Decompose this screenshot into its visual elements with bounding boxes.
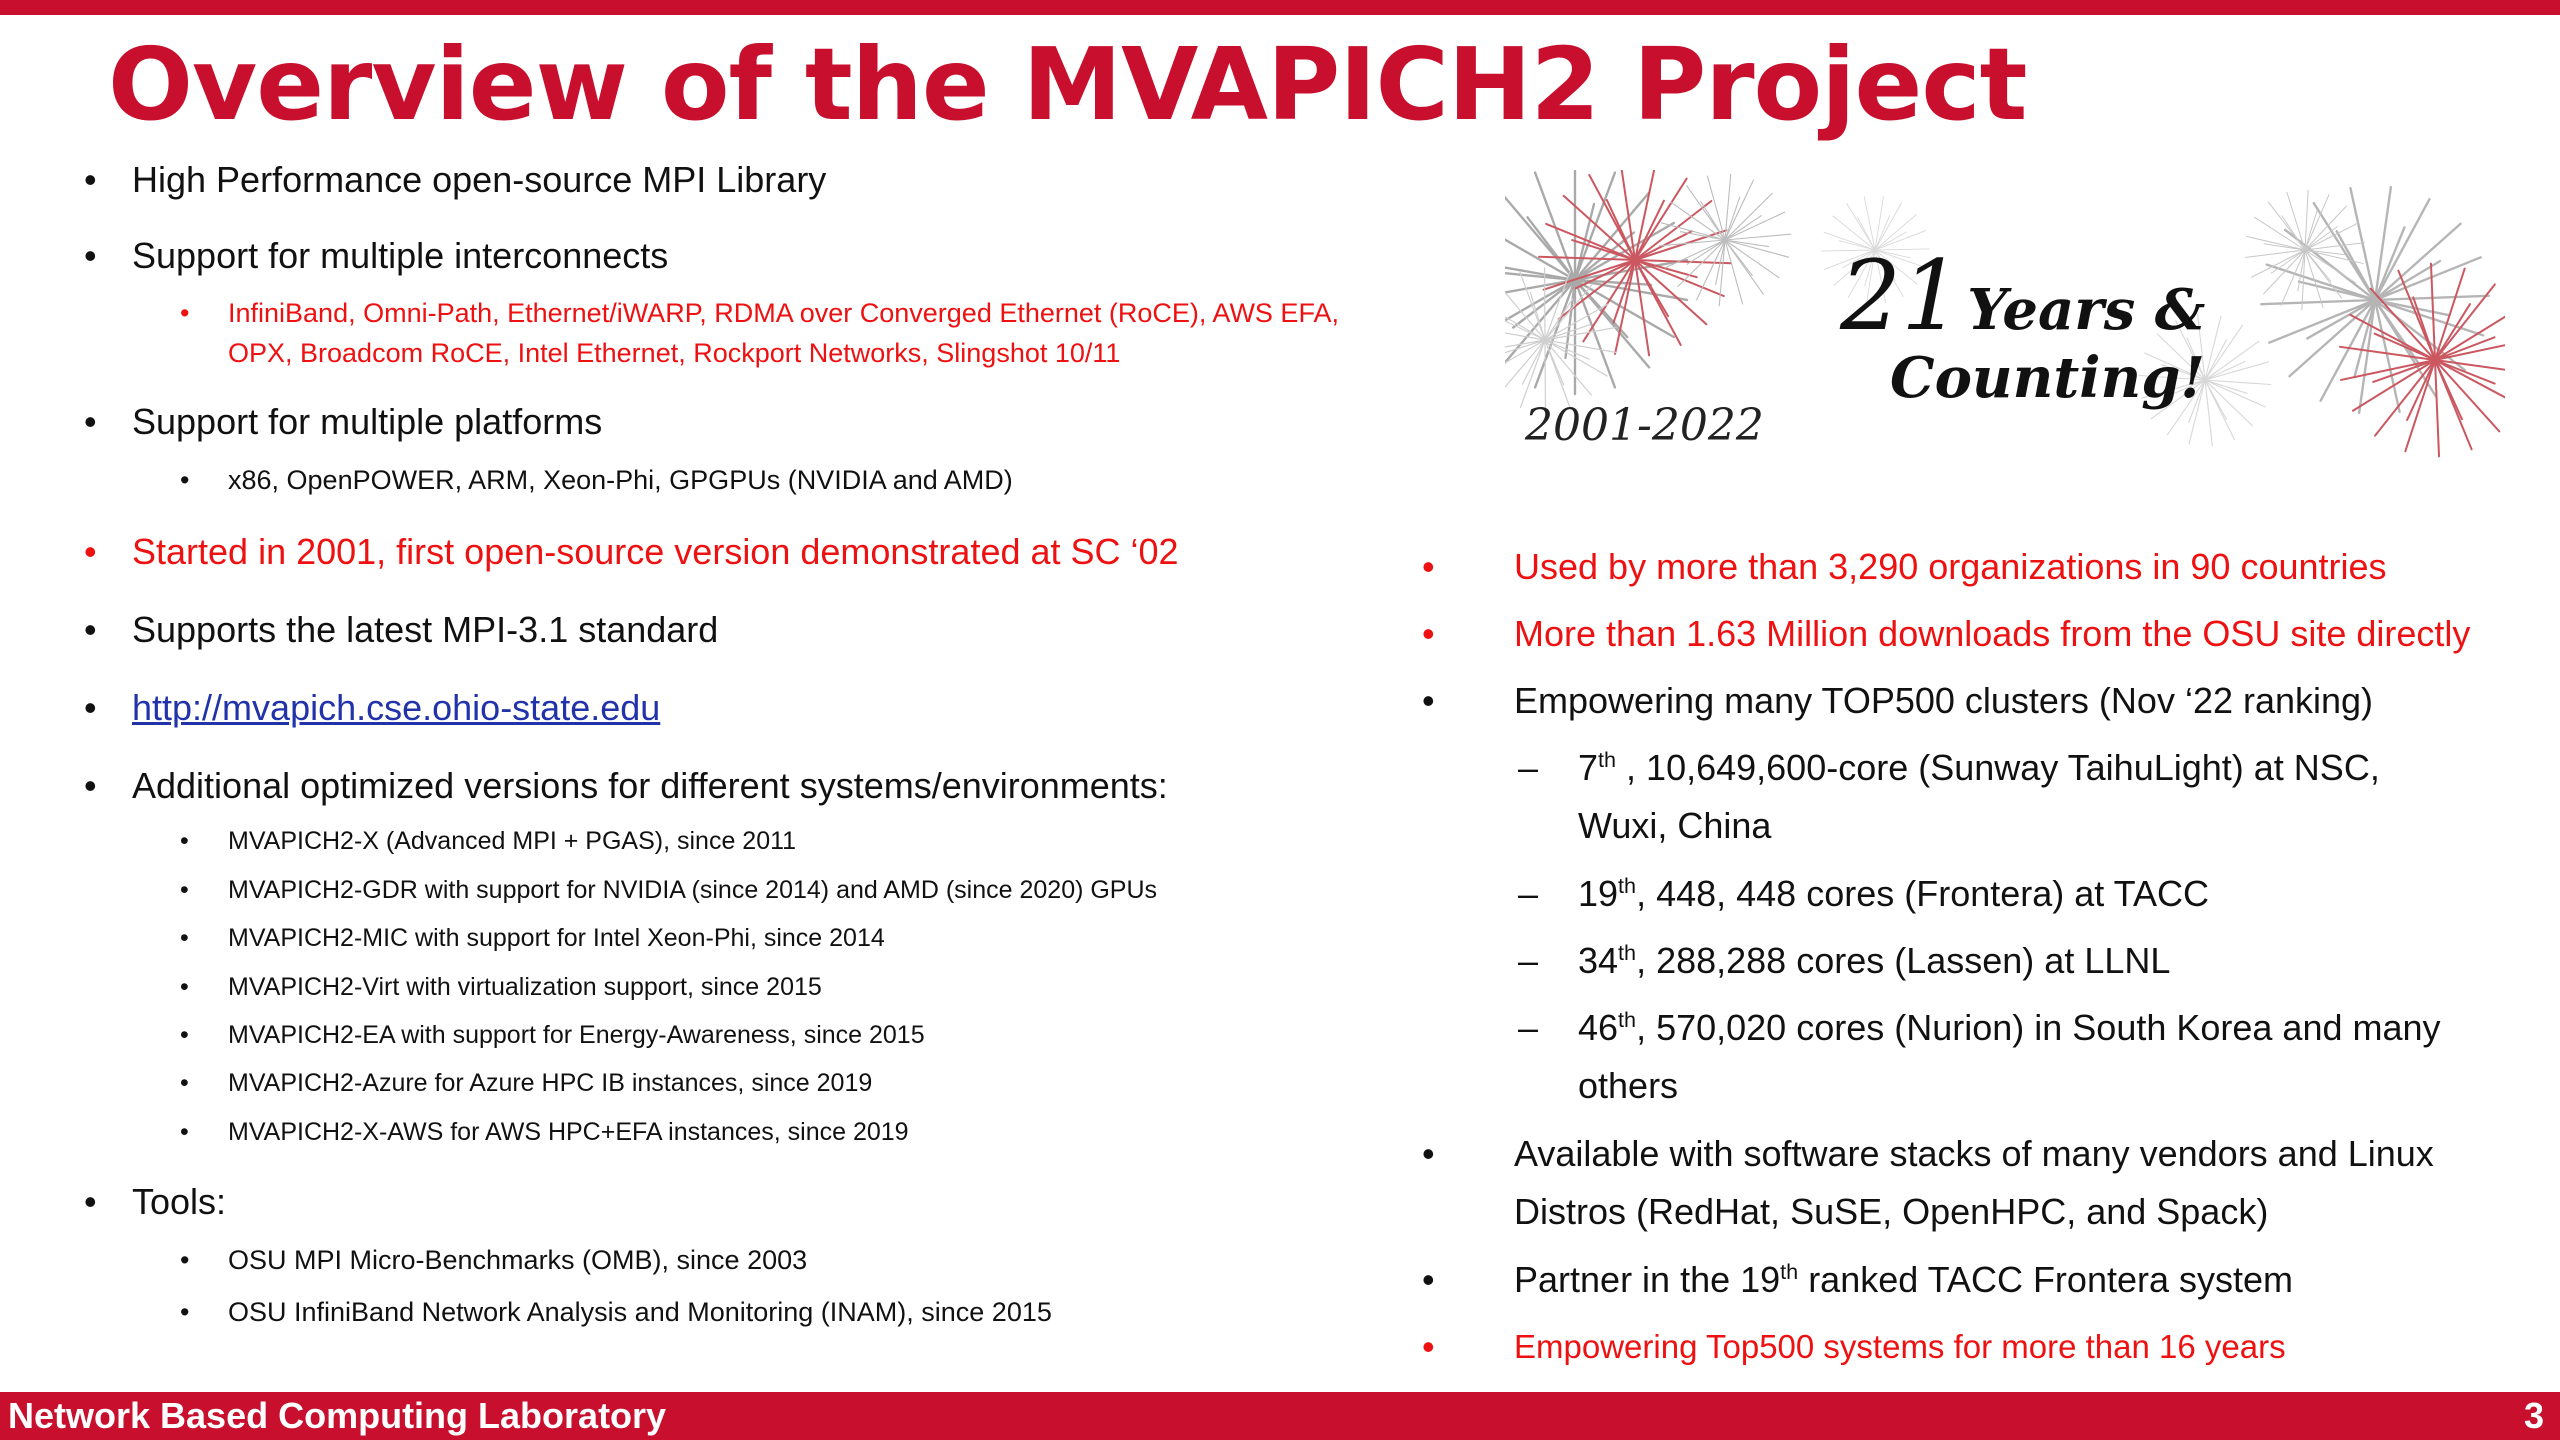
- bullet-dot: •: [1422, 546, 1435, 587]
- bullet-dot: •: [180, 973, 189, 1001]
- bullet-dot: •: [1422, 680, 1435, 721]
- banner-years-number: 21: [1840, 240, 1963, 352]
- interconnects-list-cont: OPX, Broadcom RoCE, Intel Ethernet, Rockport Networks, Slingshot 10/11: [228, 338, 1121, 368]
- bullet-dot: •: [180, 1069, 189, 1097]
- footer-lab-name: Network Based Computing Laboratory: [8, 1395, 667, 1436]
- dash-marker: –: [1518, 1007, 1539, 1048]
- slide-title: Overview of the MVAPICH2 Project: [108, 26, 2027, 143]
- right-column: • Used by more than 3,290 organizations in 90 countries • More than 1.63 Million downloads from the OSU site directly • Empowering many TOP500 clusters (Nov ‘22 ranking) – 7th , 10,649,600-core (Sunway TaihuLight) at NSC, Wuxi, China – 19th, 448, 448 cores (Frontera) at TACC – 34th, 288,288 cores (Lassen) at LLNL – 46th, 570,020 cores (Nurion) in South Korea and many others • Available with software stacks of many vendors and Linux Distros (RedHat, SuSE, OpenHPC, and Spack) • Partner in the 19th ranked TACC Frontera system • Empowering Top500 systems for more than 16 years: [1422, 546, 2471, 1367]
- bullet-dot: •: [180, 298, 190, 328]
- banner-counting: Counting!: [1890, 345, 2205, 411]
- bullet-dot: •: [84, 401, 97, 442]
- bullet-dot: •: [180, 1297, 190, 1327]
- bullet-dot: •: [180, 1245, 190, 1275]
- bullet-dot: •: [180, 827, 189, 855]
- bullet-dot: •: [180, 1118, 189, 1146]
- dash-marker: –: [1518, 747, 1539, 788]
- ranking-item-cont: others: [1578, 1065, 1679, 1106]
- bullet-dot: •: [180, 1021, 189, 1049]
- bullet-dot: •: [180, 876, 189, 904]
- bullet-dot: •: [84, 159, 97, 200]
- bullet-dot: •: [84, 235, 97, 276]
- bullet-dot: •: [84, 765, 97, 806]
- bullet-dot: •: [180, 465, 190, 495]
- bullet-available-cont: Distros (RedHat, SuSE, OpenHPC, and Spack): [1514, 1191, 2269, 1232]
- bullet-dot: •: [84, 687, 97, 728]
- bullet-dot: •: [1422, 1326, 1435, 1367]
- banner-year-range: 2001-2022: [1525, 400, 1764, 451]
- left-column: • High Performance open-source MPI Library • Support for multiple interconnects • InfiniBand, Omni-Path, Ethernet/iWARP, RDMA over Converged Ethernet (RoCE), AWS EFA, OPX, Broadcom RoCE, Intel Ethernet, Rockport Networks, Slingshot 10/11 • Support for multiple platforms • x86, OpenPOWER, ARM, Xeon-Phi, GPGPUs (NVIDIA and AMD) • Started in 2001, first open-source version demonstrated at SC ‘02 • Supports the latest MPI-3.1 standard • http://mvapich.cse.ohio-state.edu • Additional optimized versions for different systems/environments: • MVAPICH2-X (Advanced MPI + PGAS), since 2011 • MVAPICH2-GDR with support for NVIDIA (since 2014) and AMD (since 2020) GPUs • MVAPICH2-MIC with support for Intel Xeon-Phi, since 2014 • MVAPICH2-Virt with virtualization support, since 2015 • MVAPICH2-EA with support for Energy-Awareness, since 2015 • MVAPICH2-Azure for Azure HPC IB instances, since 2019 • MVAPICH2-X-AWS for AWS HPC+EFA instances, since 2019 • Tools: • OSU MPI Micro-Benchmarks (OMB), since 2003 • OSU InfiniBand Network Analysis and Monitoring (INAM), since 2015: [0, 0, 1470, 1390]
- banner-years-text: Years &: [1967, 277, 2206, 343]
- dash-marker: –: [1518, 873, 1539, 914]
- bullet-dot: •: [1422, 613, 1435, 654]
- dash-marker: –: [1518, 940, 1539, 981]
- ranking-item-cont: Wuxi, China: [1578, 805, 1772, 846]
- footer-bar: [0, 1392, 2560, 1440]
- bullet-dot: •: [1422, 1133, 1435, 1174]
- project-url-link[interactable]: http://mvapich.cse.ohio-state.edu: [132, 687, 661, 728]
- bullet-dot: •: [1422, 1259, 1435, 1300]
- bullet-dot: •: [180, 924, 189, 952]
- bullet-dot: •: [84, 531, 97, 572]
- bullet-dot: •: [84, 609, 97, 650]
- page-number: 3: [2523, 1395, 2544, 1436]
- bullet-dot: •: [84, 1181, 97, 1222]
